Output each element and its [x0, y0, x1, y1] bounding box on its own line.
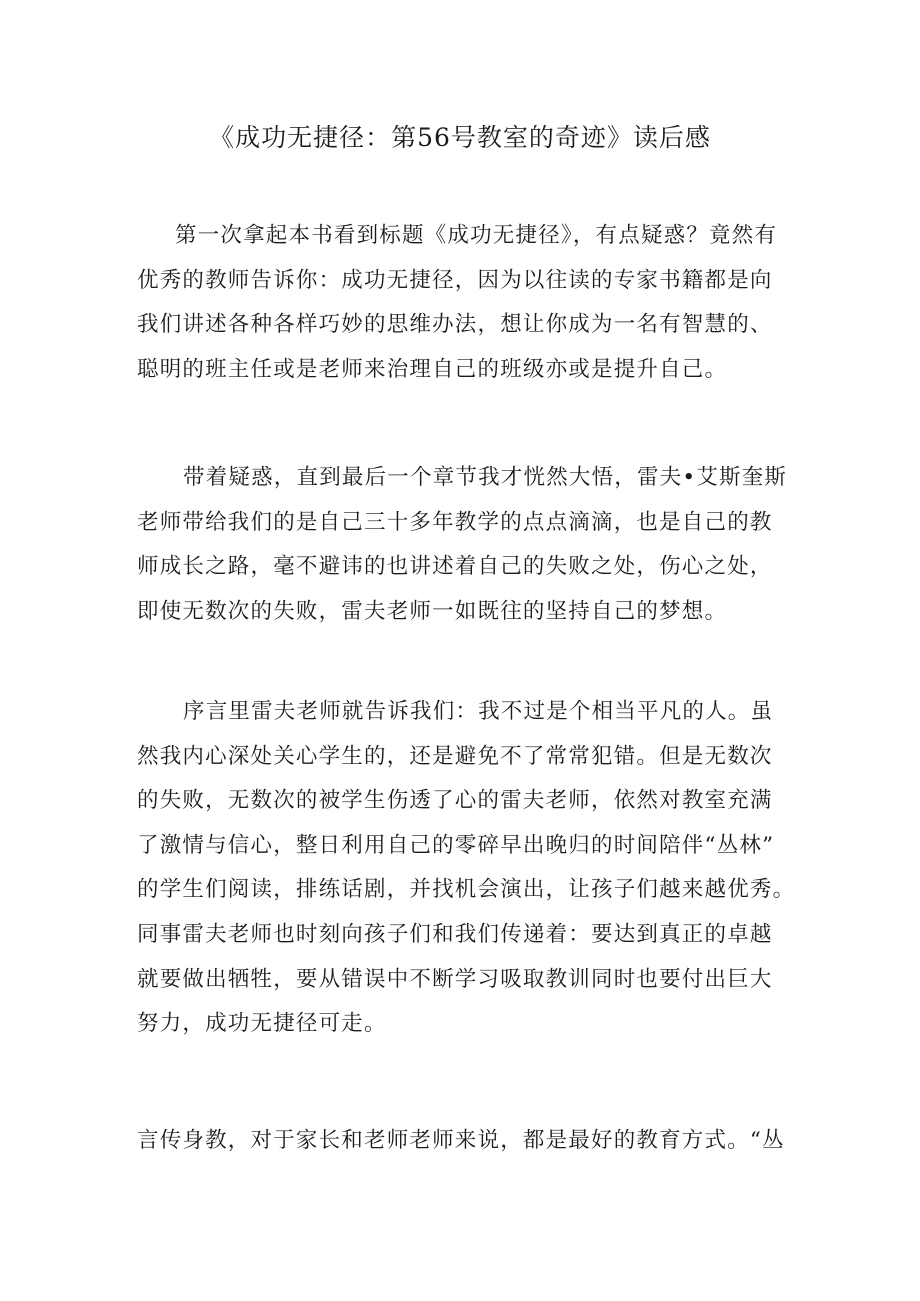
paragraph-3-line-1: 序言里雷夫老师就告诉我们：我不过是个相当平凡的人。虽: [183, 699, 774, 724]
paragraph-3-line-8: 努力，成功无捷径可走。: [137, 1011, 387, 1037]
paragraph-2-line-2: 老师带给我们的是自己三十多年教学的点点滴滴，也是自己的教: [137, 509, 773, 535]
document-title: 《成功无捷径：第56号教室的奇迹》读后感: [209, 123, 711, 152]
paragraph-3-line-6: 同事雷夫老师也时刻向孩子们和我们传递着：要达到真正的卓越: [137, 921, 773, 947]
paragraph-3-line-7: 就要做出牺牲，要从错误中不断学习吸取教训同时也要付出巨大: [137, 966, 773, 992]
paragraph-1: [137, 214, 797, 392]
paragraph-3-line-5: 的学生们阅读，排练话剧，并找机会演出，让孩子们越来越优秀。: [137, 877, 796, 903]
paragraph-1-line-3: 我们讲述各种各样巧妙的思维办法，想让你成为一名有智慧的、: [137, 312, 773, 338]
paragraph-4-line-1: 言传身教，对于家长和老师老师来说，都是最好的教育方式。“丛: [137, 1128, 785, 1153]
paragraph-3-line-2: 然我内心深处关心学生的，还是避免不了常常犯错。但是无数次: [137, 743, 773, 769]
paragraph-2: [137, 456, 797, 634]
paragraph-3-line-4: 了激情与信心，整日利用自己的零碎早出晚归的时间陪伴“丛林”: [137, 832, 775, 858]
paragraph-1-line-2: 优秀的教师告诉你：成功无捷径，因为以往读的专家书籍都是向: [137, 267, 773, 293]
paragraph-2-line-3: 师成长之路，毫不避讳的也讲述着自己的失败之处，伤心之处，: [137, 554, 773, 580]
paragraph-3-line-3: 的失败，无数次的被学生伤透了心的雷夫老师，依然对教室充满: [137, 788, 773, 814]
paragraph-2-line-1: 带着疑惑，直到最后一个章节我才恍然大悟，雷夫•艾斯奎斯: [183, 465, 788, 490]
paragraph-3: [137, 690, 797, 1047]
paragraph-2-line-4: 即使无数次的失败，雷夫老师一如既往的坚持自己的梦想。: [137, 598, 728, 624]
paragraph-1-line-1: 第一次拿起本书看到标题《成功无捷径》，有点疑惑？竟然有: [175, 223, 778, 248]
paragraph-4: [137, 1119, 797, 1164]
paragraph-1-line-4: 聪明的班主任或是老师来治理自己的班级亦或是提升自己。: [137, 356, 728, 382]
